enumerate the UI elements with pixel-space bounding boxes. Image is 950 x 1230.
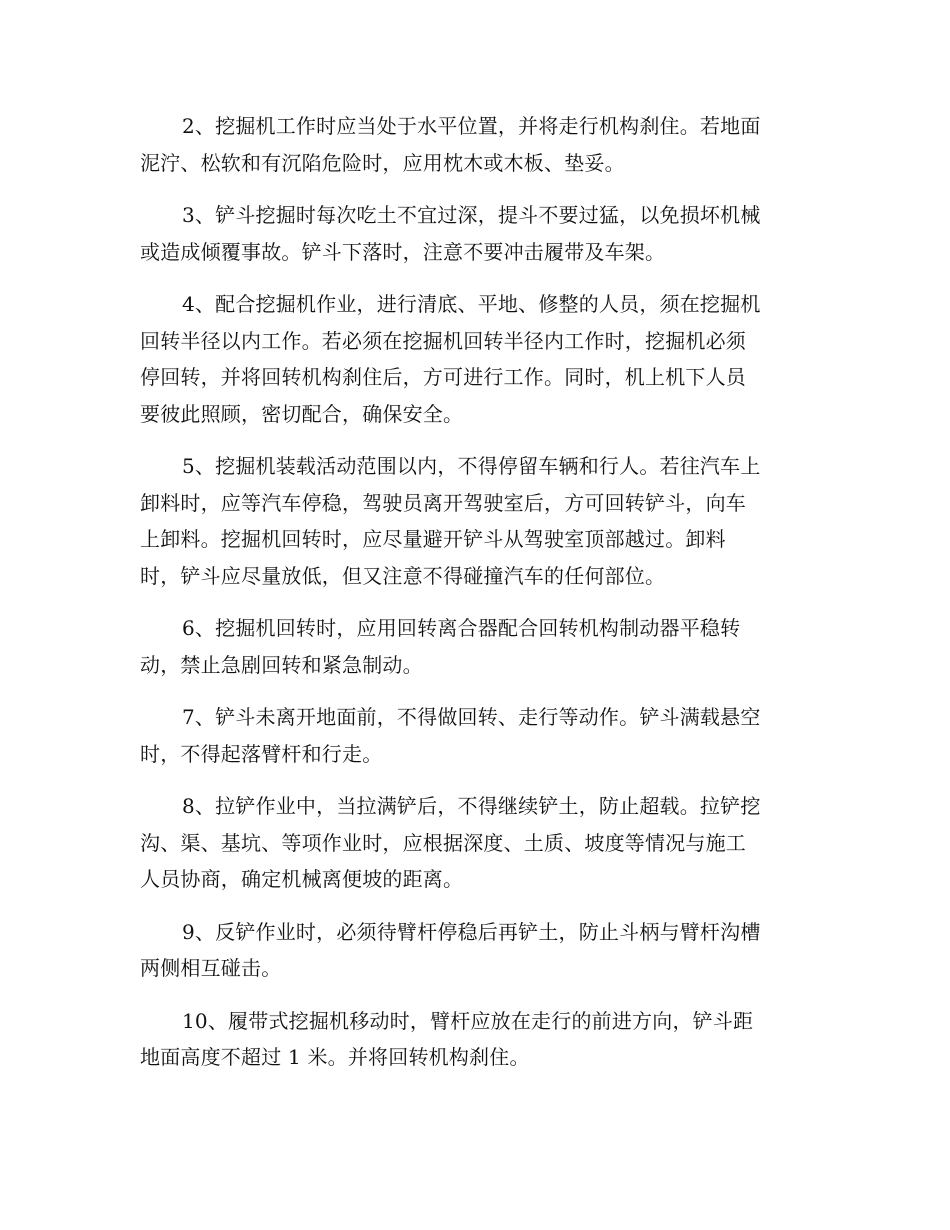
paragraph-6 xyxy=(140,610,810,683)
paragraph-line: 地面高度不超过 1 米。并将回转机构刹住。 xyxy=(140,1045,530,1069)
paragraph-line: 要彼此照顾，密切配合，确保安全。 xyxy=(140,401,464,426)
paragraph-line: 或造成倾覆事故。铲斗下落时，注意不要冲击履带及车架。 xyxy=(140,239,666,264)
paragraph-8 xyxy=(140,788,810,898)
paragraph-line: 沟、渠、基坑、等项作业时，应根据深度、土质、坡度等情况与施工 xyxy=(140,830,746,855)
paragraph-line: 上卸料。挖掘机回转时，应尽量避开铲斗从驾驶室顶部越过。卸料 xyxy=(140,527,726,551)
paragraph-line: 两侧相互碰击。 xyxy=(140,956,282,980)
paragraph-line: 时，铲斗应尽量放低，但又注意不得碰撞汽车的任何部位。 xyxy=(140,563,666,588)
paragraph-line: 回转半径以内工作。若必须在挖掘机回转半径内工作时，挖掘机必须 xyxy=(140,328,746,353)
paragraph-line: 9、反铲作业时，必须待臂杆停稳后再铲土，防止斗柄与臂杆沟槽 xyxy=(182,919,761,944)
paragraph-3 xyxy=(140,197,810,270)
paragraph-line: 8、拉铲作业中，当拉满铲后，不得继续铲土，防止超载。拉铲挖 xyxy=(182,794,761,818)
paragraph-4 xyxy=(140,286,810,432)
paragraph-line: 停回转，并将回转机构刹住后，方可进行工作。同时，机上机下人员 xyxy=(140,365,746,389)
paragraph-7 xyxy=(140,699,810,772)
paragraph-line: 5、挖掘机装载活动范围以内，不得停留车辆和行人。若往汽车上 xyxy=(182,454,761,478)
paragraph-line: 卸料时，应等汽车停稳，驾驶员离开驾驶室后，方可回转铲斗，向车 xyxy=(140,490,746,515)
document-body xyxy=(140,108,810,1092)
paragraph-line: 10、履带式挖掘机移动时，臂杆应放在走行的前进方向，铲斗距 xyxy=(182,1008,754,1033)
paragraph-line: 3、铲斗挖掘时每次吃土不宜过深，提斗不要过猛，以免损坏机械 xyxy=(182,203,761,227)
paragraph-line: 泥泞、松软和有沉陷危险时，应用枕木或木板、垫妥。 xyxy=(140,150,625,175)
paragraph-line: 时，不得起落臂杆和行走。 xyxy=(140,741,383,766)
paragraph-line: 人员协商，确定机械离便坡的距离。 xyxy=(140,867,464,891)
paragraph-5 xyxy=(140,448,810,594)
paragraph-line: 6、挖掘机回转时，应用回转离合器配合回转机构制动器平稳转 xyxy=(182,616,741,640)
paragraph-10 xyxy=(140,1003,810,1076)
paragraph-line: 动，禁止急剧回转和紧急制动。 xyxy=(140,652,423,677)
paragraph-9 xyxy=(140,914,810,987)
paragraph-2 xyxy=(140,108,810,181)
paragraph-line: 2、挖掘机工作时应当处于水平位置，并将走行机构刹住。若地面 xyxy=(182,114,761,138)
paragraph-line: 7、铲斗未离开地面前，不得做回转、走行等动作。铲斗满载悬空 xyxy=(182,705,761,729)
paragraph-line: 4、配合挖掘机作业，进行清底、平地、修整的人员，须在挖掘机 xyxy=(182,292,761,316)
